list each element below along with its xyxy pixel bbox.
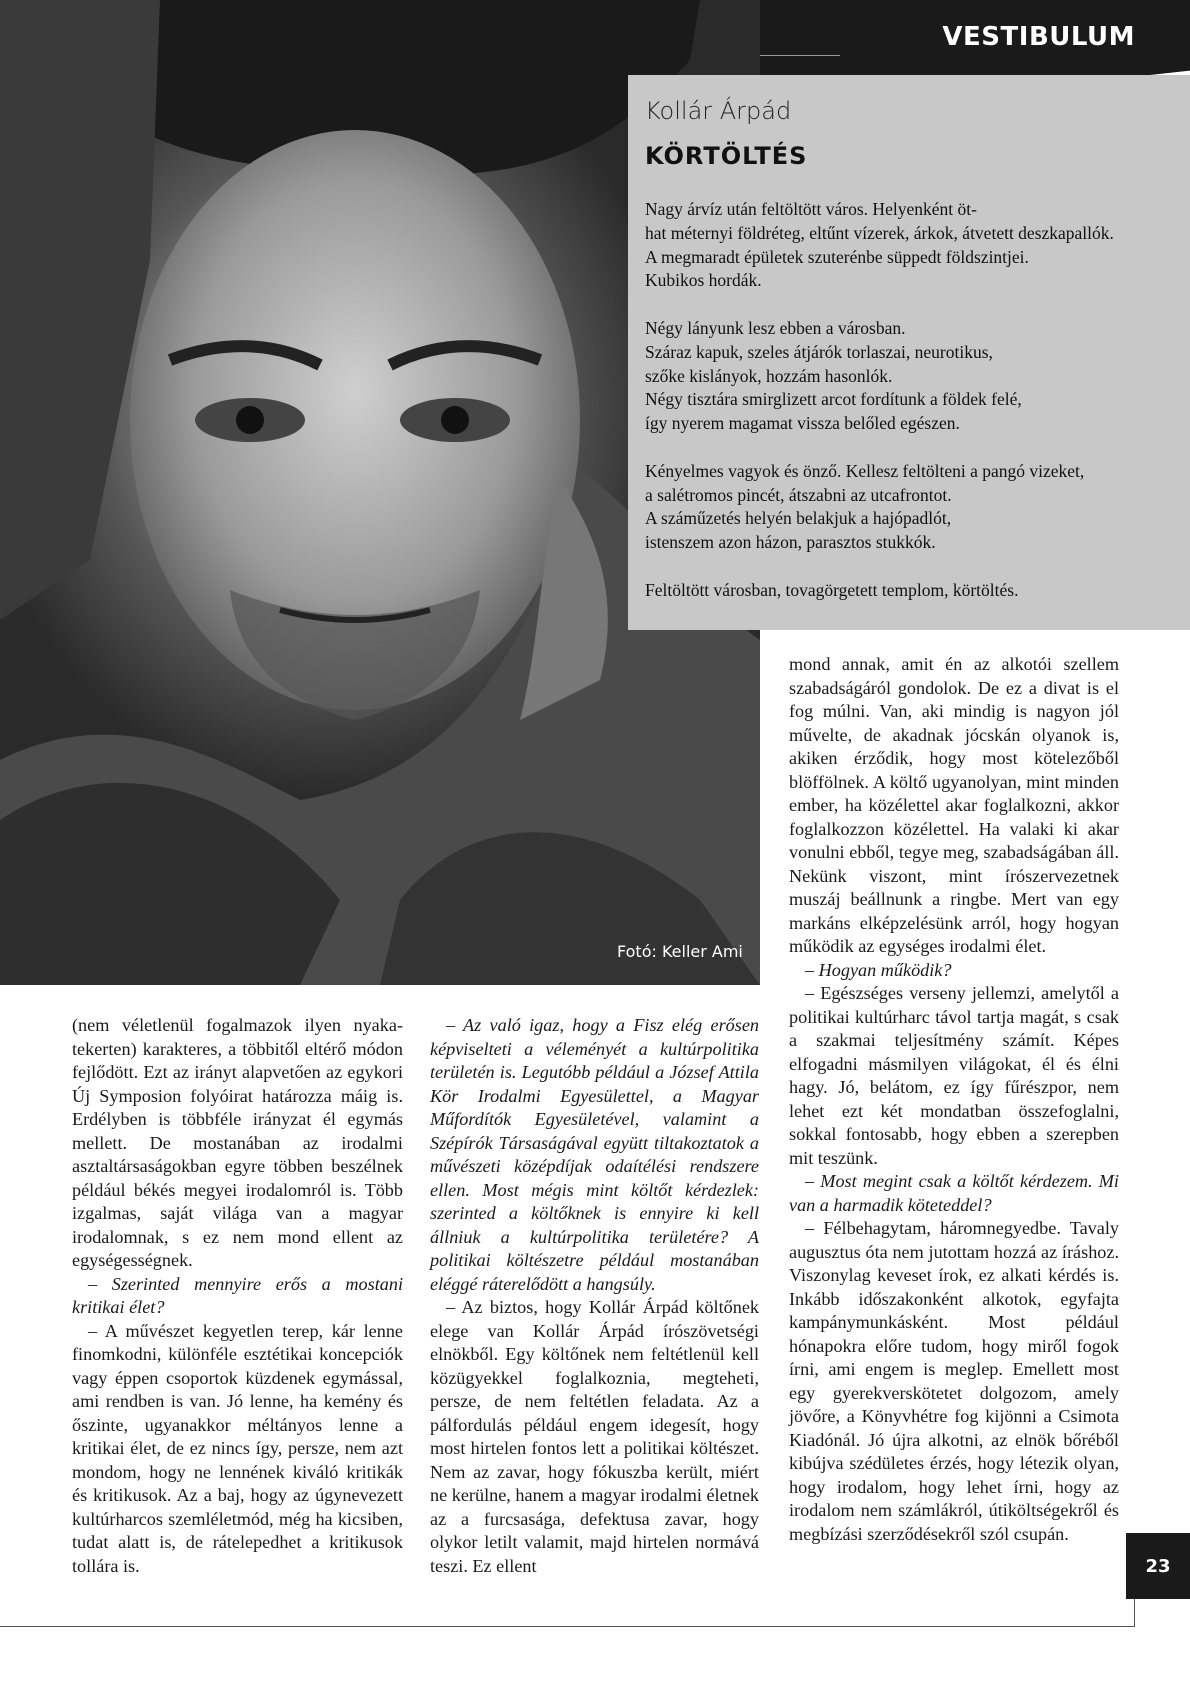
footer-rule [0, 1626, 1135, 1627]
poem-stanza [645, 317, 1180, 436]
poem-line: Nagy árvíz után feltöltött város. Helyenként öt- [645, 199, 977, 219]
poem-line: hat méternyi földréteg, eltűnt vízerek, árkok, átvetett deszkapallók. [645, 222, 1114, 243]
page-number: 23 [1126, 1533, 1190, 1599]
poem-line: Négy lányunk lesz ebben a városban. [645, 317, 906, 338]
article-paragraph: – A művészet kegyetlen terep, kár lenne finomkodni, különféle esztétikai koncepciók vagy éppen csoportok küzdenek egymással, ami rendben is van. Jó lenne, ha kemény és őszinte, ugyanakkor méltányos lenne a kritikai élet, de ez nincs így, persze, nem azt mondom, hogy ne lennének kiváló kritikák és kritikusok. Az a baj, hogy az úgynevezett kultúrharcos szemléletmód, még ha kicsiben, tudat alatt is, de rátelepedhet a kritikusok tollára is. [72, 1320, 403, 1576]
interview-question: – Az való igaz, hogy a Fisz elég erősen képviselteti a véleményét a kultúrpolitika területén is. Legutóbb például a József Attila Kör Irodalmi Egyesülettel, a Magyar Műfordítók Egyesületével, valamint a Szépírók Társaságával együtt tiltakoztatok a művészeti középdíjak odaítélési rendszere ellen. Most mégis mint költőt kérdezlek: szerinted a költőknek is ennyire ki kell állniuk a kultúrpolitika területére? A politikai költészetre például mostanában eléggé ráterelődött a hangsúly. [430, 1015, 759, 1294]
poem-title: KÖRTÖLTÉS [645, 142, 808, 170]
section-label: VESTIBULUM [942, 22, 1135, 52]
poem-line: így nyerem magamat vissza belőled egészen. [645, 413, 960, 434]
article-paragraph: – Az biztos, hogy Kollár Árpád költőnek elege van Kollár Árpád írószövetségi elnökből. Egy költőnek nem feltétlenül kell közügyekkel foglalkoznia, megteheti, persze, de nem feltétlen feladata. Az a pálfordulás például engem idegesít, hogy most hirtelen fontos lett a politikai költészet. Nem az zavar, hogy fókuszba került, miért ne kerülne, hanem a magyar irodalmi életnek az a furcsasága, defektusa zavar, hogy olykor letilt valamit, majd hirtelen normává teszi. Ez ellent [430, 1297, 759, 1576]
poem-stanza [645, 460, 1180, 555]
poem-line: A száműzetés helyén belakjuk a hajópadlót, [645, 508, 952, 529]
interview-question: – Hogyan működik? [805, 959, 952, 980]
interview-question: – Szerinted mennyire erős a mostani kritikai élet? [72, 1273, 403, 1317]
poem-line: a salétromos pincét, átszabni az utcafrontot. [645, 484, 952, 505]
poem-line: Kényelmes vagyok és önző. Kellesz feltölteni a pangó vizeket, [645, 460, 1085, 481]
article-column-2 [430, 1014, 759, 1578]
poem-body [645, 198, 1180, 626]
poem-line: Feltöltött városban, tovagörgetett templom, körtöltés. [645, 579, 1019, 600]
poem-line: Négy tisztára smirglizett arcot fordítunk a földek felé, [645, 389, 1022, 410]
poem-line: istenszem azon házon, parasztos stukkók. [645, 532, 936, 553]
article-column-1 [72, 1014, 403, 1578]
poem-line: Kubikos hordák. [645, 270, 762, 291]
poem-line: szőke kislányok, hozzám hasonlók. [645, 365, 893, 386]
article-paragraph: mond annak, amit én az alkotói szellem szabadságáról gondolok. De ez a divat is el fog múlni. Van, aki mindig is nagyon jól művelte, de akadnak jócskán olyanok is, akiken érződik, hogy most kötelezőből blöffölnek. A költő ugyanolyan, mint minden ember, ha közélettel akar foglalkozni, akkor foglalkozzon közélettel. Ha valaki ki akar vonulni ebből, tegye meg, szabadságában áll. Nekünk viszont, mint írószervezetnek muszáj beállnunk a ringbe. Mert van egy markáns elképzelésünk arról, hogy hogyan működik az egységes irodalmi élet. [789, 654, 1119, 956]
poem-author: Kollár Árpád [645, 97, 792, 125]
article-paragraph: – Egészséges verseny jellemzi, amelytől a politikai kultúrharc távol tartja magát, s csak a szakmai teljesítmény számít. Képes elfogadni másmilyen világokat, él és élni hagy. Jó, belátom, ez így fűrészpor, nem lehet ezt két mondatban összefoglalni, sokkal fontosabb, hogy ebben a szerepben mit teszünk. [789, 983, 1119, 1168]
article-paragraph: (nem véletlenül fogalmazok ilyen nyakatekerten) karakteres, a többitől eltérő módon fejlődött. Ezt az irányt alapvetően az egykori Új Symposion folyóirat határozza máig is. Erdélyben is többféle irányzat él egymás mellett. De mostanában az irodalmi asztaltársaságokban egyre többen beszélnek például békés megyei irodalomról is. Több izgalmas, saját világa van a magyar irodalomnak, s ez nem mond ellent az egységességnek. [72, 1015, 403, 1270]
poem-line: Száraz kapuk, szeles átjárók torlaszai, neurotikus, [645, 341, 993, 362]
interview-question: – Most megint csak a költőt kérdezem. Mi van a harmadik köteteddel? [789, 1171, 1119, 1215]
poem-line: A megmaradt épületek szuterénbe süppedt földszintjei. [645, 246, 1029, 267]
article-column-3 [789, 653, 1119, 1546]
poem-stanza [645, 579, 1180, 603]
photo-credit: Fotó: Keller Ami [617, 942, 743, 961]
article-paragraph: – Félbehagytam, háromnegyedbe. Tavaly augusztus óta nem jutottam hozzá az íráshoz. Viszonylag keveset írok, ez alkati kérdés is. Inkább időszakonként alkotok, egyfajta kampánymunkásként. Most például hónapokra előre tudom, hogy miről fogok írni, ami engem is meglep. Emellett most egy gyerekverskötetet dolgozom, amely jövőre, a Könyvhétre fog kijönni a Csimota Kiadónál. Jó újra alkotni, az elnök bőréből kibújva szédületes érzés, hogy létezik olyan, hogy irodalom, hogy lehet írni, hogy az irodalom nem számlákról, útiköltségekről és megbízási szerződésekről szól csupán. [789, 1218, 1119, 1544]
poem-stanza [645, 198, 1180, 293]
header-rule [760, 55, 840, 56]
